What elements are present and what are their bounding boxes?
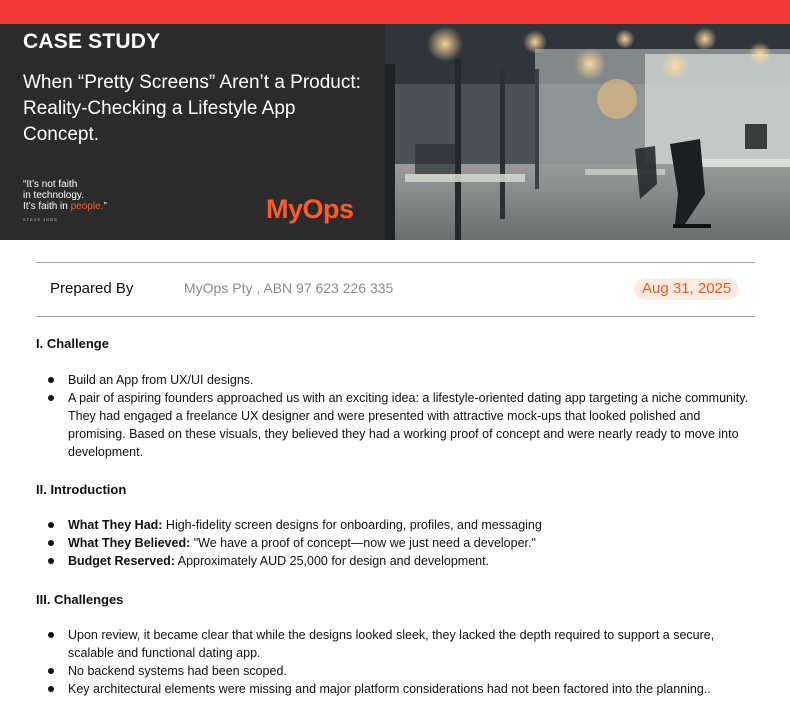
list-item-text: High-fidelity screen designs for onboarding, profiles, and messaging <box>162 518 542 532</box>
myops-logo: MyOps <box>266 194 354 224</box>
quote-line-3-prefix: It’s faith in <box>23 201 71 212</box>
section-heading-introduction: II. Introduction <box>36 482 127 497</box>
hero-quote <box>23 179 107 225</box>
bullet-icon <box>48 522 54 528</box>
list-item-text: A pair of aspiring founders approached us with an exciting idea: a lifestyle-oriented dating app targeting a niche community. They had engaged a freelance UX designer and were presented with attractive mock-ups that looked polished and promising. Based on these visuals, they believed they had a working proof of concept and were nearly ready to move into development. <box>68 391 749 459</box>
list-item <box>48 516 758 534</box>
bullet-icon <box>48 558 54 564</box>
list-item <box>48 534 758 552</box>
challenges-list <box>48 626 758 698</box>
header-divider-bottom <box>36 316 755 317</box>
quote-line-1: “It’s not faith <box>23 179 78 190</box>
quote-line-3-suffix: ” <box>103 201 107 212</box>
list-item-text: Upon review, it became clear that while the designs looked sleek, they lacked the depth required to support a secure, scalable and functional dating app. <box>68 628 715 660</box>
bullet-icon <box>48 540 54 546</box>
office-photo <box>385 24 790 240</box>
quote-accent-word: people. <box>70 201 104 212</box>
bullet-icon <box>48 632 54 638</box>
header-divider-top <box>36 262 755 263</box>
office-photo-illustration <box>385 24 790 240</box>
list-item-text: "We have a proof of concept—now we just need a developer." <box>190 536 536 550</box>
section-heading-challenge: I. Challenge <box>36 336 109 351</box>
hero-panel <box>0 24 385 240</box>
list-item <box>48 389 758 461</box>
list-item-label: What They Believed: <box>68 536 191 550</box>
case-study-label: CASE STUDY <box>23 30 161 53</box>
list-item <box>48 371 758 389</box>
bullet-icon <box>48 377 54 383</box>
list-item <box>48 626 758 662</box>
quote-author: STEVE JOBS <box>23 217 58 222</box>
company-info: MyOps Pty , ABN 97 623 226 335 <box>184 280 394 296</box>
list-item <box>48 552 758 570</box>
quote-line-2: in technology. <box>23 190 84 201</box>
case-study-title: When “Pretty Screens” Aren’t a Product: Reality-Checking a Lifestyle App Concept. <box>23 72 361 145</box>
quote-line-3 <box>23 201 107 212</box>
section-heading-challenges: III. Challenges <box>36 592 124 607</box>
list-item-label: Budget Reserved: <box>68 554 175 568</box>
date-badge: Aug 31, 2025 <box>634 278 739 300</box>
list-item <box>48 662 758 680</box>
list-item-label: What They Had: <box>68 518 163 532</box>
top-accent-bar <box>0 0 790 24</box>
bullet-icon <box>48 668 54 674</box>
list-item-text: Approximately AUD 25,000 for design and development. <box>174 554 490 568</box>
list-item <box>48 680 758 698</box>
bullet-icon <box>48 395 54 401</box>
prepared-by-label: Prepared By <box>50 280 134 297</box>
list-item-text: Key architectural elements were missing and major platform considerations had not been factored into the planning.. <box>68 682 711 696</box>
list-item-text: No backend systems had been scoped. <box>68 664 287 678</box>
challenge-list <box>48 371 758 461</box>
introduction-list <box>48 516 758 570</box>
list-item-text: Build an App from UX/UI designs. <box>68 373 254 387</box>
bullet-icon <box>48 686 54 692</box>
